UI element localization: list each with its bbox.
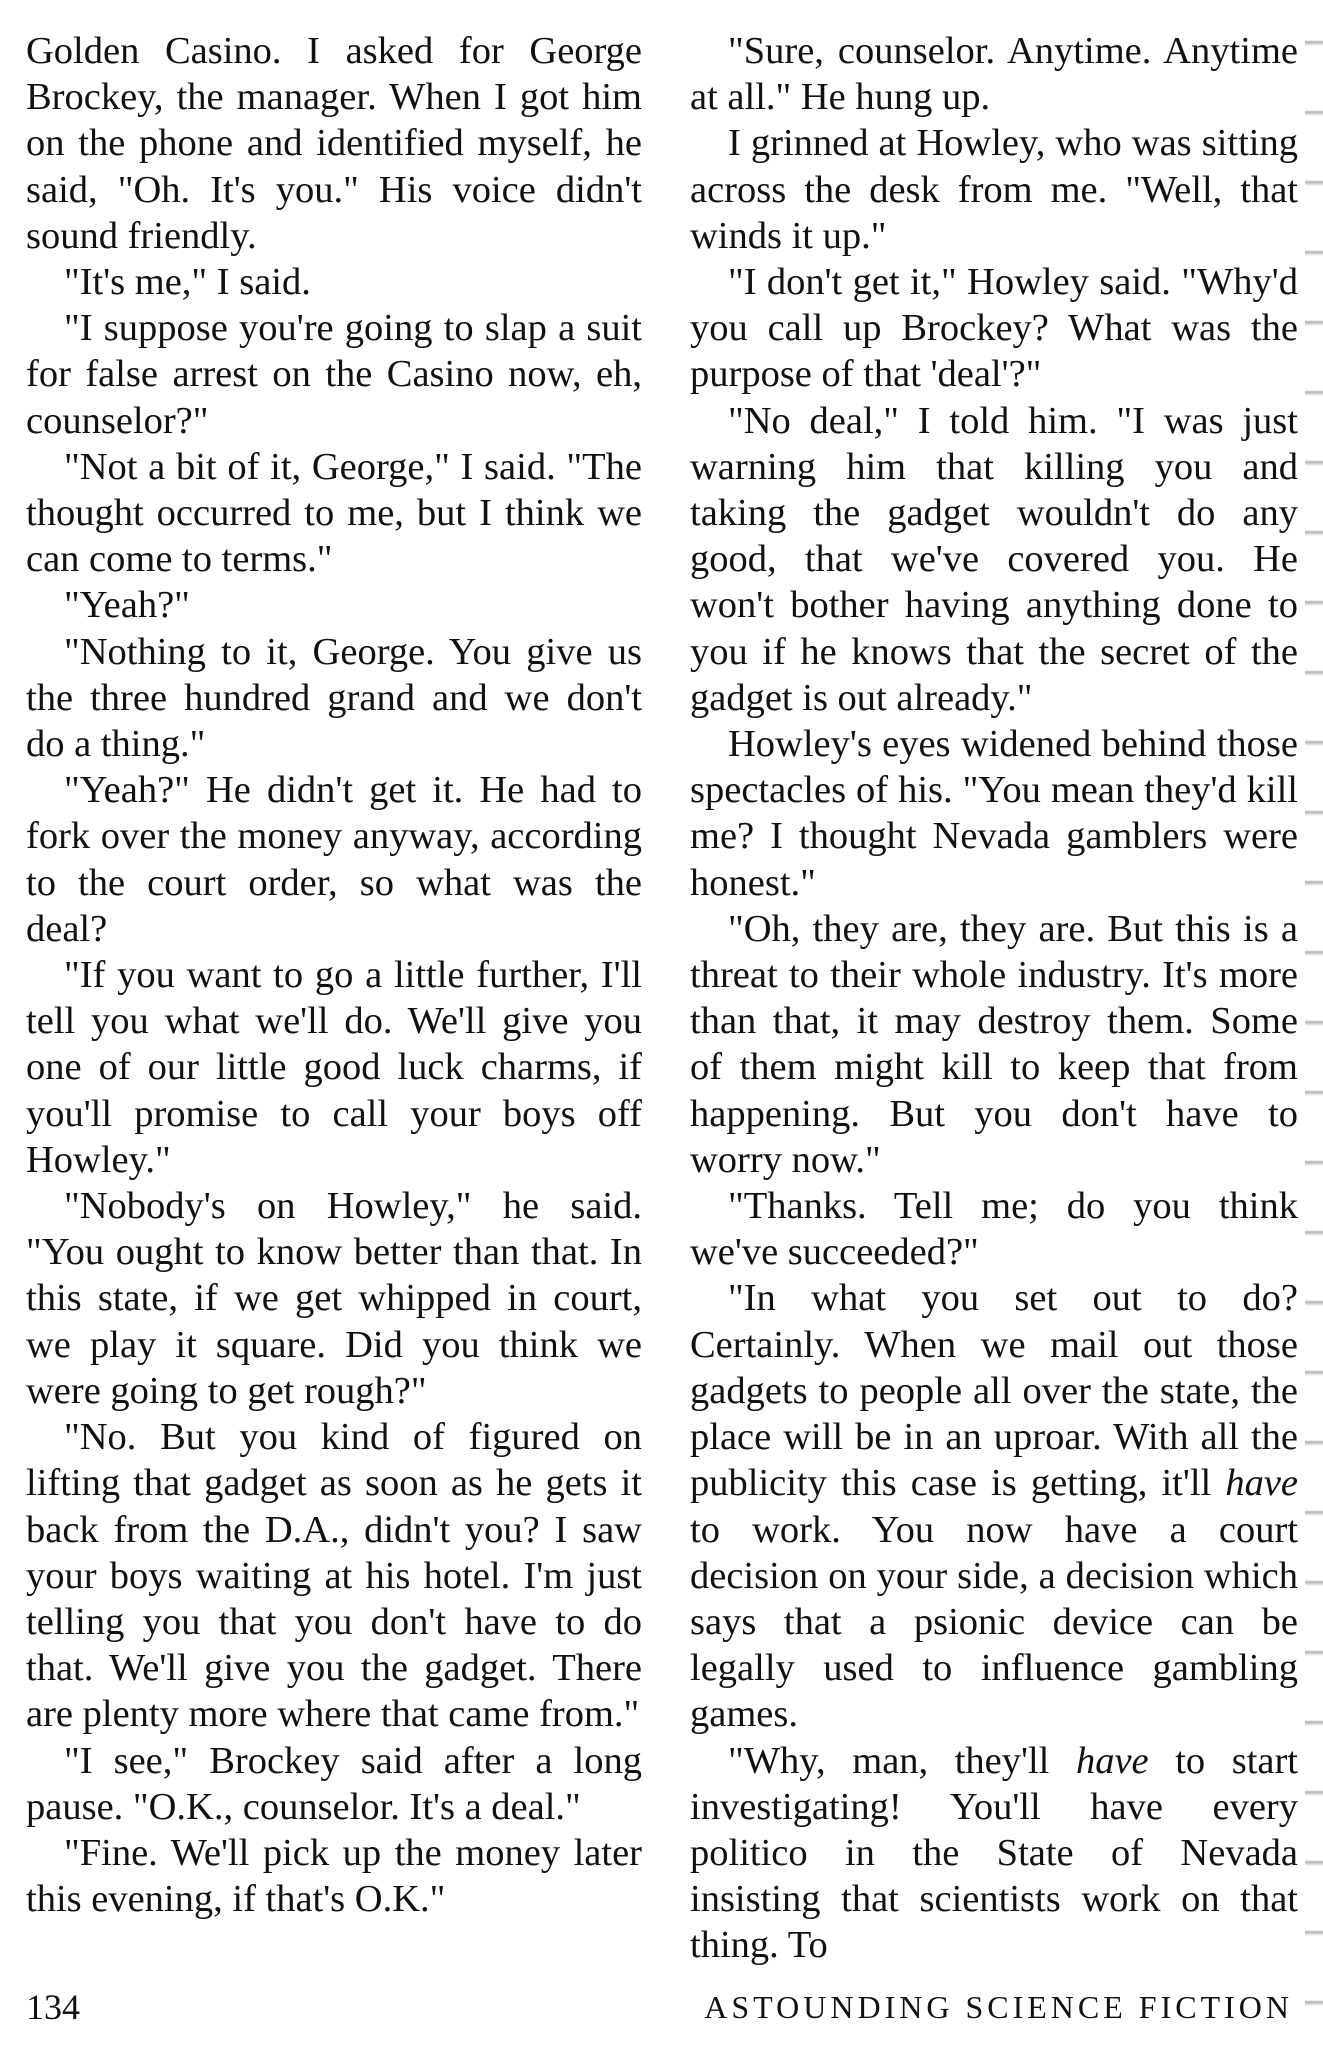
paragraph: "Oh, they are, they are. But this is a threat to their whole industry. It's more than that, it may destroy them. Some of them might kill to keep that from happening. But you don't have to worry now." (690, 907, 1298, 1181)
paragraph (690, 1738, 1298, 1969)
emphasis-text: have (1075, 1739, 1149, 1782)
paragraph: Howley's eyes widened behind those spectacles of his. "You mean they'd kill me? I thought Nevada gamblers were honest." (690, 723, 1298, 904)
paragraph: "Thanks. Tell me; do you think we've succeeded?" (690, 1185, 1298, 1274)
paragraph: "I suppose you're going to slap a suit for false arrest on the Casino now, eh, counselor?" (26, 307, 642, 442)
paragraph: "I don't get it," Howley said. "Why'd you call up Brockey? What was the purpose of that 'deal'?" (690, 261, 1298, 396)
paragraph: "Yeah?" (64, 584, 190, 627)
left-column (26, 28, 642, 1922)
paragraph: I grinned at Howley, who was sitting across the desk from me. "Well, that winds it up." (690, 122, 1298, 257)
paragraph: "Not a bit of it, George," I said. "The thought occurred to me, but I think we can come to terms." (26, 445, 642, 581)
scan-edge-shadow (1305, 0, 1323, 2056)
paragraph-text: to work. You now have a court decision on your side, a decision which says that a psionic device can be legally used to influence gambling games. (690, 1508, 1298, 1736)
paragraph: "No deal," I told him. "I was just warning him that killing you and taking the gadget wouldn't do any good, that we've covered you. He won't bother having anything done to you if he knows that the secret of the gadget is out already." (690, 399, 1298, 719)
paragraph: "If you want to go a little further, I'll tell you what we'll do. We'll give you one of our little good luck charms, if you'll promise to call your boys off Howley." (26, 954, 642, 1181)
paragraph-text: to start investigating! You'll have every politico in the State of Nevada insisting that scientists work on that thing. To (690, 1739, 1299, 1967)
paragraph: "I see," Brockey said after a long pause. "O.K., counselor. It's a deal." (26, 1739, 642, 1828)
paragraph: "No. But you kind of figured on lifting that gadget as soon as he gets it back from the D.A., didn't you? I saw your boys waiting at his hotel. I'm just telling you that you don't have to do that. We'll give you the gadget. There are plenty more where that came from." (26, 1416, 642, 1736)
paragraph (690, 1275, 1298, 1737)
right-column (690, 28, 1298, 1969)
page-number: 134 (26, 1987, 80, 2027)
paragraph-text: "Why, man, they'll (728, 1739, 1076, 1782)
emphasis-text: have (1225, 1462, 1298, 1505)
running-title: ASTOUNDING SCIENCE FICTION (704, 1989, 1293, 2025)
paragraph: "It's me," I said. (64, 261, 311, 304)
paragraph: "Yeah?" He didn't get it. He had to fork over the money anyway, according to the court order, so what was the deal? (26, 769, 642, 950)
paragraph: "Nothing to it, George. You give us the three hundred grand and we don't do a thing." (26, 630, 642, 766)
paragraph: "Fine. We'll pick up the money later this evening, if that's O.K." (26, 1831, 642, 1921)
paragraph: "Nobody's on Howley," he said. "You ought to know better than that. In this state, if we get whipped in court, we play it square. Did you think we were going to get rough?" (26, 1185, 642, 1412)
paragraph: Golden Casino. I asked for George Brockey, the manager. When I got him on the phone and identified myself, he said, "Oh. It's you." His voice didn't sound friendly. (26, 30, 642, 257)
paragraph: "Sure, counselor. Anytime. Anytime at all." He hung up. (690, 30, 1298, 119)
page-footer (0, 1984, 1323, 2034)
paragraph-text: "In what you set out to do? Certainly. When we mail out those gadgets to people all over the state, the place will be in an uproar. With all the publicity this case is getting, it'll (690, 1277, 1298, 1505)
